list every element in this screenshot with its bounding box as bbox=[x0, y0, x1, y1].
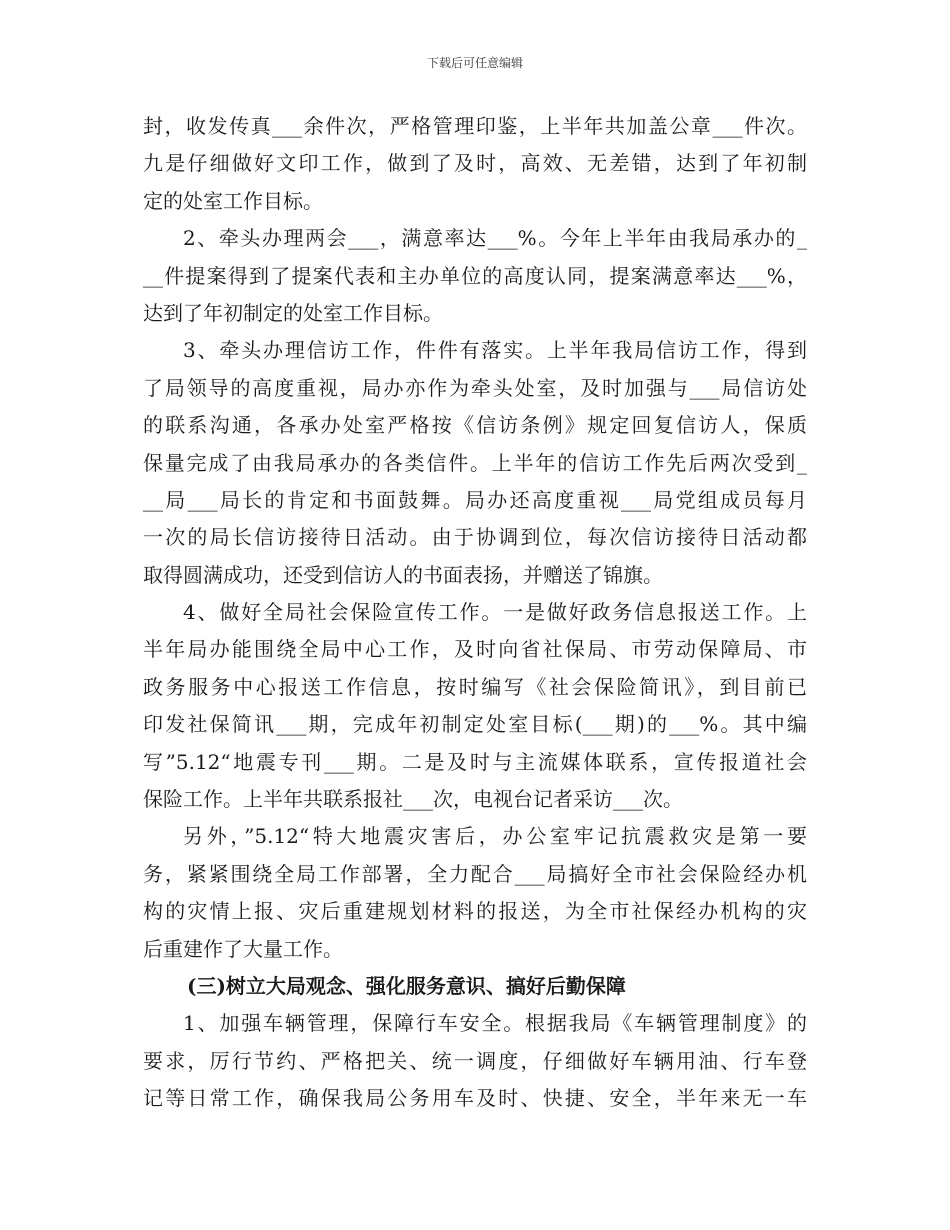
paragraph-line: 取得圆满成功，还受到信访人的书面表扬，并赠送了锦旗。 bbox=[143, 562, 663, 587]
paragraph-line: 后重建作了大量工作。 bbox=[143, 936, 343, 961]
page-header: 下载后可任意编辑 bbox=[426, 56, 523, 70]
paragraph-line: 定的处室工作目标。 bbox=[143, 188, 323, 213]
paragraph-line: __局___局长的肯定和书面鼓舞。局办还高度重视___局党组成员每月 bbox=[143, 487, 807, 512]
document-body bbox=[143, 108, 807, 1118]
paragraph-line: 记等日常工作，确保我局公务用车及时、快捷、安全，半年来无一车 bbox=[143, 1086, 807, 1111]
paragraph-line: 另外，”5.12“特大地震灾害后，办公室牢记抗震救灾是第一要 bbox=[183, 824, 807, 849]
paragraph-line: 了局领导的高度重视，局办亦作为牵头处室，及时加强与___局信访处 bbox=[143, 375, 807, 400]
paragraph-line: 一次的局长信访接待日活动。由于协调到位，每次信访接待日活动都 bbox=[143, 525, 807, 550]
paragraph-line: 构的灾情上报、灾后重建规划材料的报送，为全市社保经办机构的灾 bbox=[143, 899, 807, 924]
paragraph-line: 4、做好全局社会保险宣传工作。一是做好政务信息报送工作。上 bbox=[183, 600, 807, 625]
section-heading: (三)树立大局观念、强化服务意识、搞好后勤保障 bbox=[187, 973, 626, 998]
paragraph-line: 写”5.12“地震专刊___期。二是及时与主流媒体联系，宣传报道社会 bbox=[143, 749, 807, 774]
paragraph-line: 达到了年初制定的处室工作目标。 bbox=[143, 300, 443, 325]
paragraph-line: 的联系沟通，各承办处室严格按《信访条例》规定回复信访人，保质 bbox=[143, 413, 807, 438]
paragraph-line: 保险工作。上半年共联系报社___次，电视台记者采访___次。 bbox=[143, 787, 683, 812]
paragraph-line: 3、牵头办理信访工作，件件有落实。上半年我局信访工作，得到 bbox=[183, 338, 807, 363]
paragraph-line: __件提案得到了提案代表和主办单位的高度认同，提案满意率达___%， bbox=[143, 263, 807, 288]
paragraph-line: 印发社保简讯___期，完成年初制定处室目标(___期)的___%。其中编 bbox=[143, 712, 807, 737]
paragraph-line: 2、牵头办理两会___，满意率达___%。今年上半年由我局承办的_ bbox=[183, 226, 807, 251]
paragraph-line: 保量完成了由我局承办的各类信件。上半年的信访工作先后两次受到_ bbox=[143, 450, 807, 475]
paragraph-line: 1、加强车辆管理，保障行车安全。根据我局《车辆管理制度》的 bbox=[183, 1011, 807, 1036]
paragraph-line: 务，紧紧围绕全局工作部署，全力配合___局搞好全市社会保险经办机 bbox=[143, 861, 807, 886]
paragraph-line: 要求，厉行节约、严格把关、统一调度，仔细做好车辆用油、行车登 bbox=[143, 1048, 807, 1073]
paragraph-line: 九是仔细做好文印工作，做到了及时，高效、无差错，达到了年初制 bbox=[143, 151, 807, 176]
paragraph-line: 封，收发传真___余件次，严格管理印鉴，上半年共加盖公章___件次。 bbox=[143, 114, 807, 138]
paragraph-line: 政务服务中心报送工作信息，按时编写《社会保险简讯》，到目前已 bbox=[143, 674, 807, 699]
paragraph-line: 半年局办能围绕全局中心工作，及时向省社保局、市劳动保障局、市 bbox=[143, 637, 807, 662]
